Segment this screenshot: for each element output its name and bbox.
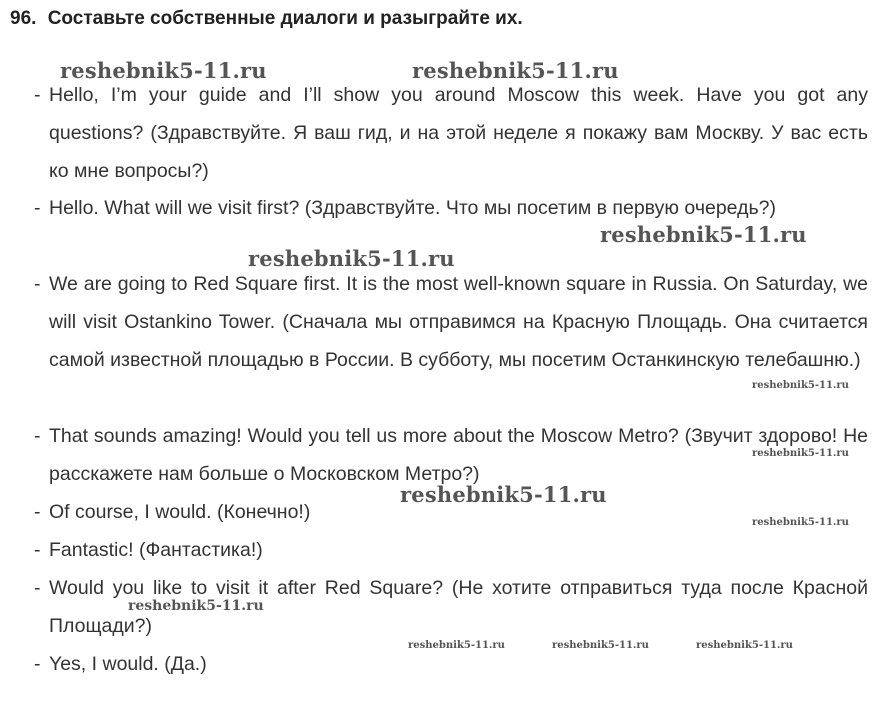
dialog-line bbox=[34, 76, 868, 190]
dialog-dash: - bbox=[34, 577, 41, 599]
watermark: reshebnik5-11.ru bbox=[600, 222, 807, 247]
watermark: reshebnik5-11.ru bbox=[128, 598, 264, 614]
dialog-text: Fantastic! (Фантастика!) bbox=[49, 539, 263, 561]
dialog-text: Would you like to visit it after Red Square? (Не хотите отправиться туда после Красной Площади?) bbox=[49, 577, 868, 637]
watermark: reshebnik5-11.ru bbox=[752, 517, 849, 528]
dialog-line bbox=[34, 493, 868, 531]
dialog-line bbox=[34, 265, 868, 379]
dialog-dash: - bbox=[34, 84, 41, 106]
dialog-text: We are going to Red Square first. It is the most well-known square in Russia. On Saturday, we will visit Ostankino Tower. (Сначала мы отправимся на Красную Площадь. Она считается самой известной площадью в России. В субботу, мы посетим Останкинскую телебашню.) bbox=[49, 273, 868, 371]
watermark: reshebnik5-11.ru bbox=[248, 246, 455, 271]
dialog-dash: - bbox=[34, 273, 41, 295]
watermark: reshebnik5-11.ru bbox=[552, 640, 649, 651]
watermark: reshebnik5-11.ru bbox=[412, 58, 619, 83]
task-instruction: Составьте собственные диалоги и разыграйте их. bbox=[47, 8, 523, 29]
dialog-text: Of course, I would. (Конечно!) bbox=[49, 501, 311, 523]
dialog-text: Hello, I’m your guide and I’ll show you around Moscow this week. Have you got any questions? (Здравствуйте. Я ваш гид, и на этой неделе я покажу вам Москву. У вас есть ко мне вопросы?) bbox=[49, 84, 868, 182]
dialog-dash: - bbox=[34, 425, 41, 447]
watermark: reshebnik5-11.ru bbox=[60, 58, 267, 83]
watermark: reshebnik5-11.ru bbox=[400, 482, 607, 507]
watermark: reshebnik5-11.ru bbox=[752, 380, 849, 391]
dialog-line bbox=[34, 531, 868, 569]
task-title bbox=[10, 8, 523, 30]
watermark: reshebnik5-11.ru bbox=[696, 640, 793, 651]
dialog-text: Yes, I would. (Да.) bbox=[49, 653, 207, 675]
dialog-dash: - bbox=[34, 197, 41, 219]
dialog-dash: - bbox=[34, 653, 41, 675]
watermark: reshebnik5-11.ru bbox=[752, 448, 849, 459]
dialog-line bbox=[34, 417, 868, 493]
task-number: 96. bbox=[10, 8, 37, 29]
dialog-line bbox=[34, 569, 868, 645]
dialog-line bbox=[34, 645, 868, 683]
watermark: reshebnik5-11.ru bbox=[408, 640, 505, 651]
dialog-dash: - bbox=[34, 539, 41, 561]
dialog-line bbox=[34, 189, 868, 227]
dialog-dash: - bbox=[34, 501, 41, 523]
dialog-text: Hello. What will we visit first? (Здравствуйте. Что мы посетим в первую очередь?) bbox=[49, 197, 776, 219]
dialog-text: That sounds amazing! Would you tell us more about the Moscow Metro? (Звучит здорово! Не расскажете нам больше о Московском Метро?) bbox=[49, 425, 868, 485]
